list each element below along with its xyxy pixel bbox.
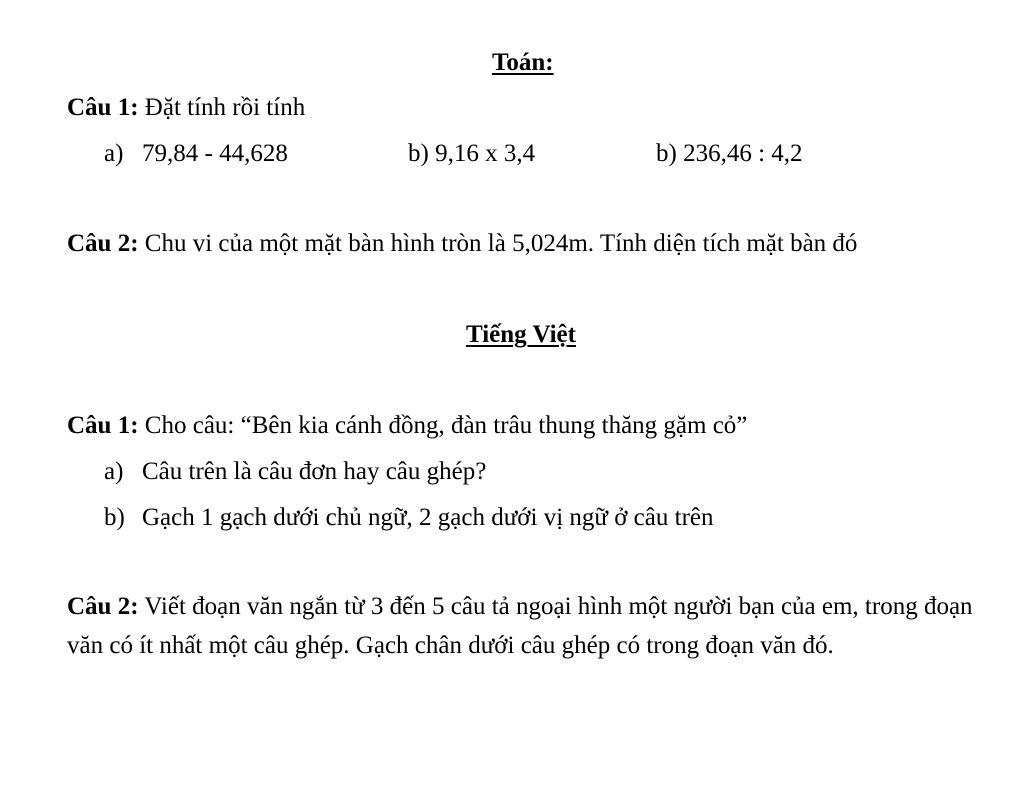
vietnamese-heading: Tiếng Việt <box>466 321 576 348</box>
vn-q2-label: Câu 2: <box>67 593 139 620</box>
vn-q1-item-b-marker: b) <box>104 504 125 531</box>
math-q1-item-c-marker: b) <box>656 140 677 167</box>
vn-q1-text: Cho câu: “Bên kia cánh đồng, đàn trâu thung thăng gặm cỏ” <box>138 412 748 439</box>
vn-q1-item-a <box>104 458 487 485</box>
math-q1-item-c <box>656 141 803 166</box>
math-q1-label: Câu 1: <box>67 94 139 121</box>
vn-q1-label: Câu 1: <box>67 412 139 439</box>
math-q2-label: Câu 2: <box>67 230 139 257</box>
math-q1-item-b-marker: b) <box>408 140 429 167</box>
vn-q2-text: Viết đoạn văn ngắn từ 3 đến 5 câu tả ngoại hình một người bạn của em, trong đoạn văn có ít nhất một câu ghép. Gạch chân dưới câu ghép có trong đoạn văn đó. <box>67 593 973 659</box>
vietnamese-question-1 <box>67 413 747 438</box>
math-question-1 <box>67 95 305 120</box>
vietnamese-question-2 <box>67 587 997 665</box>
math-q1-item-a <box>104 140 288 167</box>
math-heading: Toán: <box>492 49 554 76</box>
vn-q1-item-b-text: Gạch 1 gạch dưới chủ ngữ, 2 gạch dưới vị ngữ ở câu trên <box>142 504 714 531</box>
math-q1-text: Đặt tính rồi tính <box>138 94 306 121</box>
math-q1-item-b-text: 9,16 x 3,4 <box>435 140 536 167</box>
math-q2-text: Chu vi của một mặt bàn hình tròn là 5,024m. Tính diện tích mặt bàn đó <box>138 230 858 257</box>
vn-q1-item-a-text: Câu trên là câu đơn hay câu ghép? <box>142 458 487 485</box>
math-q1-item-a-text: 79,84 - 44,628 <box>142 140 288 167</box>
math-q1-item-c-text: 236,46 : 4,2 <box>683 140 803 167</box>
math-q1-item-a-marker: a) <box>104 140 124 167</box>
vn-q1-item-a-marker: a) <box>104 458 124 485</box>
math-q1-item-b <box>408 141 535 166</box>
vn-q1-item-b <box>104 504 714 531</box>
math-question-2 <box>67 231 857 256</box>
